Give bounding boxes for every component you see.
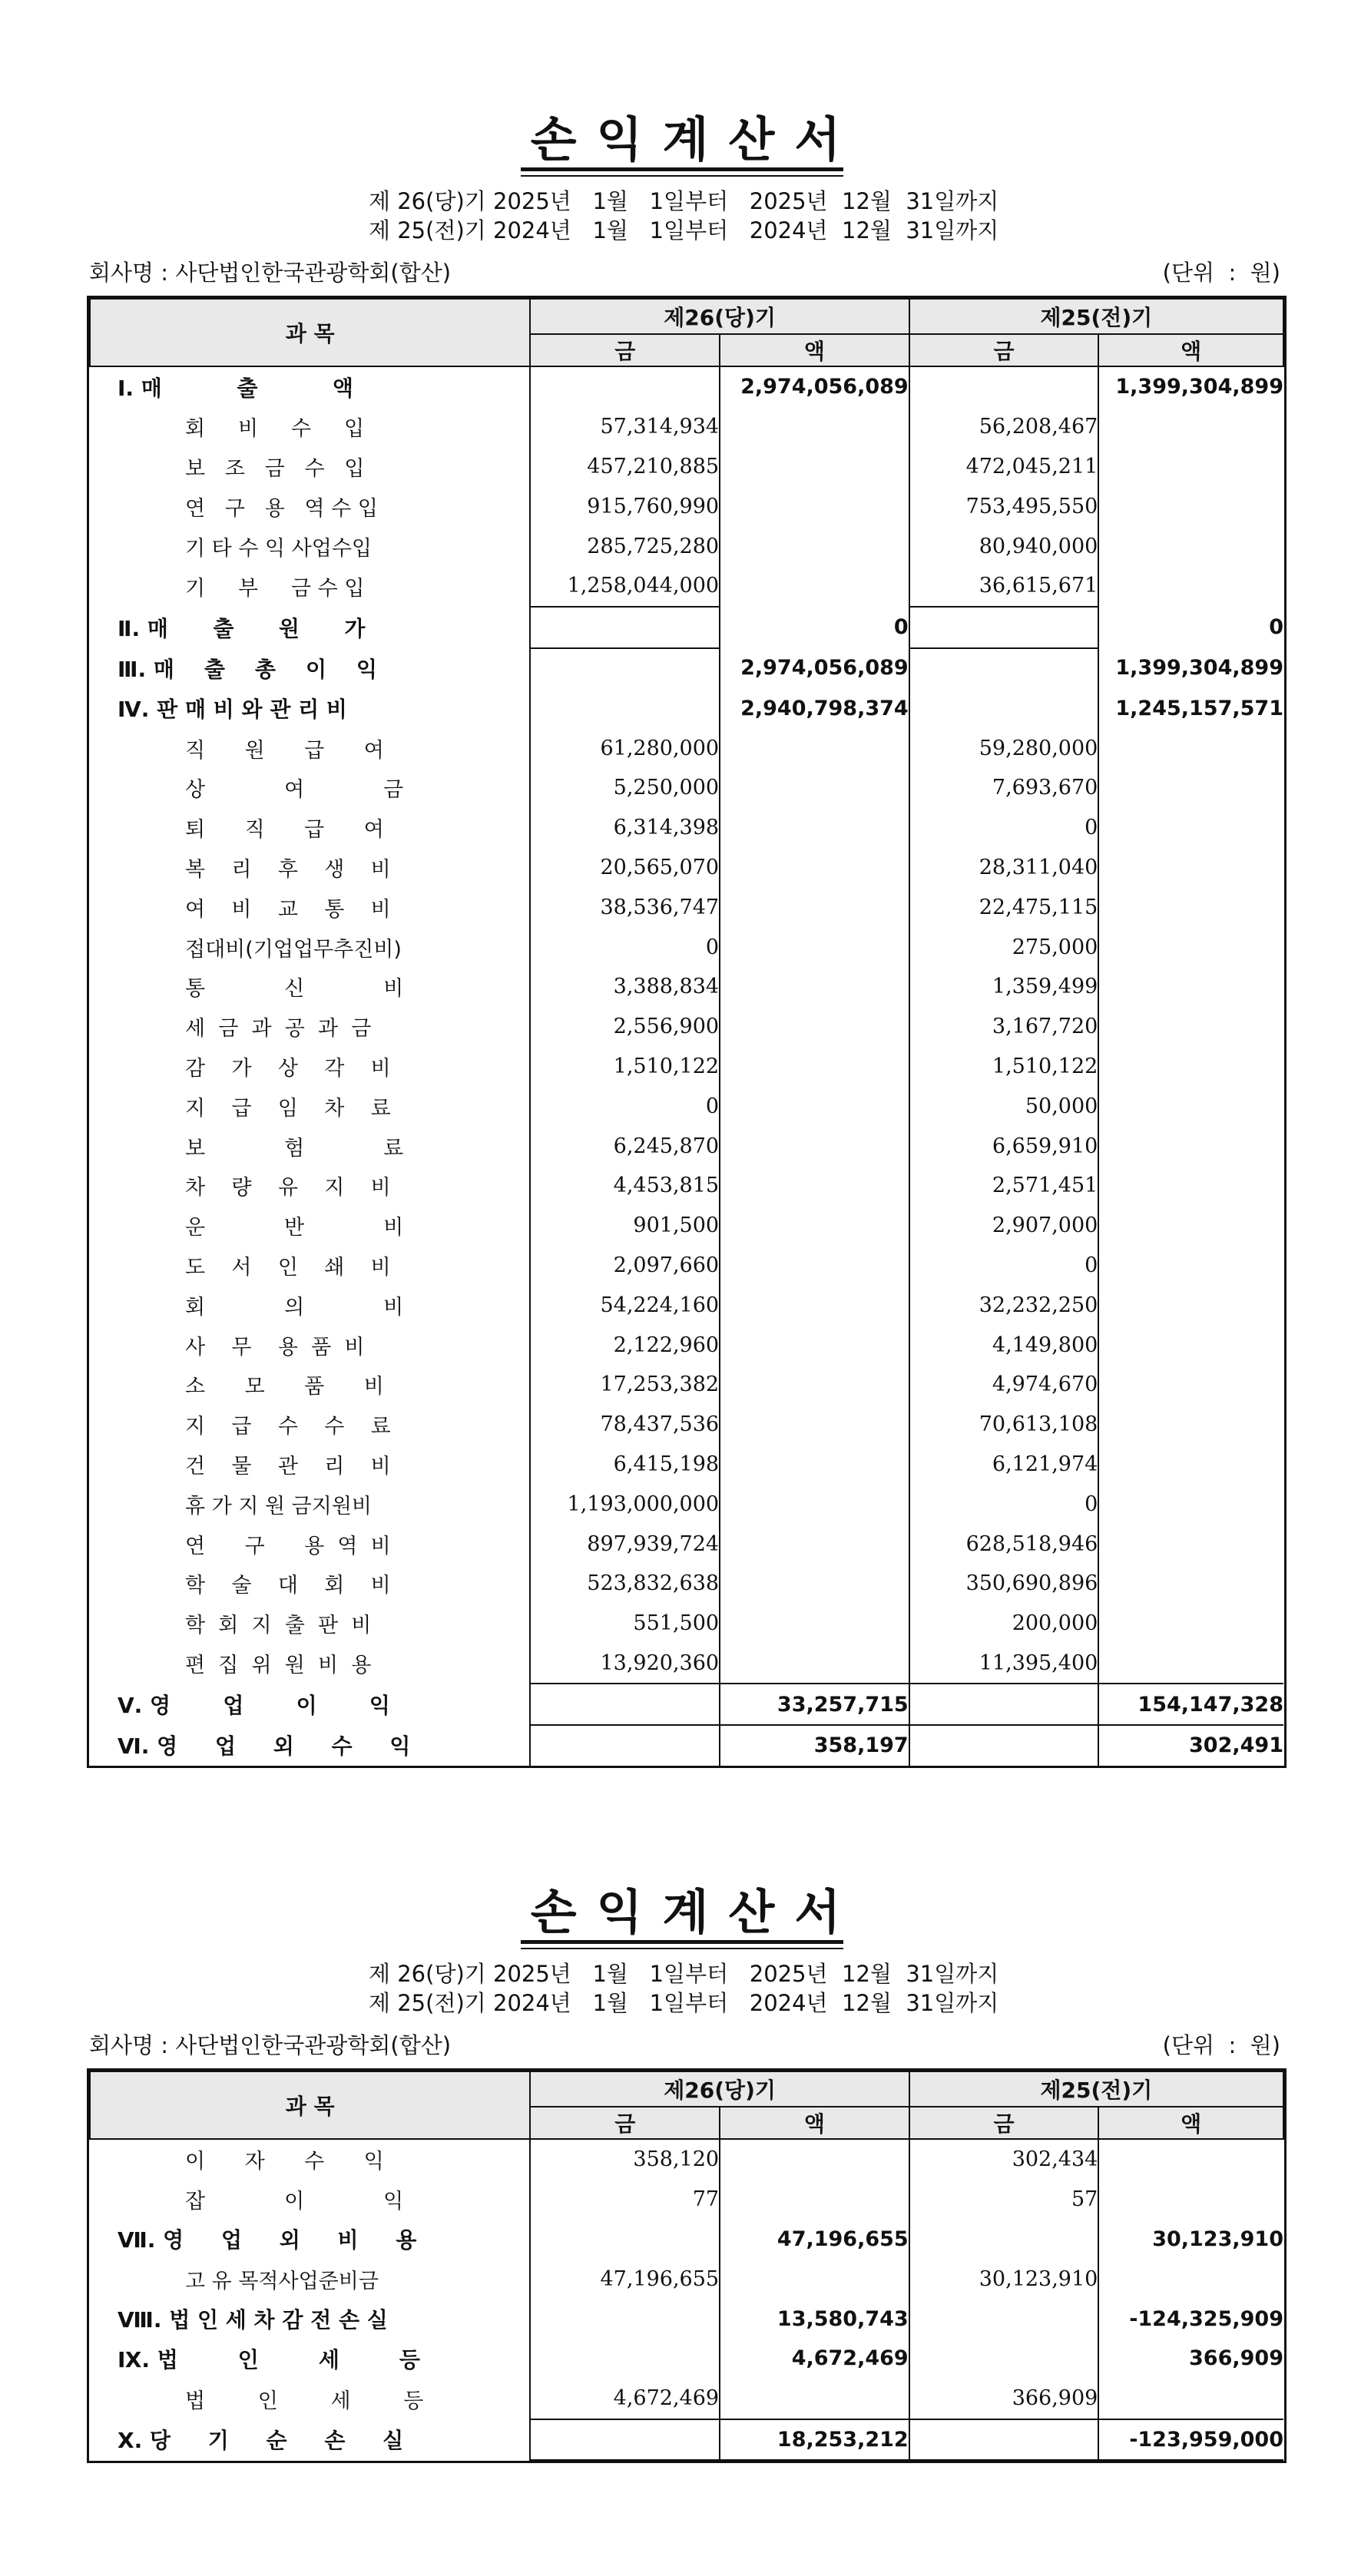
account-label: 도 서 인 쇄 비 bbox=[185, 1255, 391, 1280]
previous-detail-amount: 753,495,550 bbox=[909, 486, 1099, 526]
current-total-amount bbox=[720, 2139, 909, 2180]
account-row bbox=[90, 407, 1283, 447]
current-detail-amount: 47,196,655 bbox=[530, 2259, 720, 2299]
previous-detail-amount: 366,909 bbox=[909, 2379, 1099, 2419]
current-total-amount: 358,197 bbox=[720, 1725, 909, 1766]
account-label: 보 험 료 bbox=[185, 1136, 404, 1161]
previous-detail-amount bbox=[909, 648, 1099, 689]
section-row bbox=[90, 1684, 1283, 1725]
current-detail-amount: 358,120 bbox=[530, 2139, 720, 2180]
previous-total-amount bbox=[1098, 2180, 1283, 2220]
current-detail-amount bbox=[530, 607, 720, 648]
current-detail-amount: 54,224,160 bbox=[530, 1285, 720, 1325]
previous-detail-amount: 628,518,946 bbox=[909, 1524, 1099, 1564]
account-label: 운 반 비 bbox=[185, 1216, 404, 1240]
current-detail-amount bbox=[530, 366, 720, 407]
section-row bbox=[90, 2299, 1283, 2339]
previous-detail-amount: 302,434 bbox=[909, 2139, 1099, 2180]
previous-total-amount bbox=[1098, 1644, 1283, 1684]
current-detail-amount: 2,122,960 bbox=[530, 1325, 720, 1365]
current-total-amount bbox=[720, 1365, 909, 1405]
previous-detail-amount: 2,571,451 bbox=[909, 1166, 1099, 1206]
account-row bbox=[90, 1086, 1283, 1126]
account-row bbox=[90, 1445, 1283, 1485]
current-detail-amount: 3,388,834 bbox=[530, 967, 720, 1007]
previous-detail-amount: 30,123,910 bbox=[909, 2259, 1099, 2299]
current-total-amount bbox=[720, 407, 909, 447]
current-total-amount bbox=[720, 1564, 909, 1604]
account-row bbox=[90, 1604, 1283, 1644]
previous-total-amount bbox=[1098, 1126, 1283, 1166]
current-total-amount bbox=[720, 1047, 909, 1087]
current-total-amount bbox=[720, 2259, 909, 2299]
current-detail-amount: 5,250,000 bbox=[530, 768, 720, 808]
account-label: 소 모 품 비 bbox=[185, 1375, 384, 1399]
section-label: Ⅷ. 법 인 세 차 감 전 손 실 bbox=[118, 2307, 388, 2333]
account-row bbox=[90, 1365, 1283, 1405]
account-label: 기 부 금 수 입 bbox=[185, 576, 365, 601]
account-label: 학 술 대 회 비 bbox=[185, 1574, 391, 1598]
previous-detail-amount: 56,208,467 bbox=[909, 407, 1099, 447]
current-detail-amount bbox=[530, 648, 720, 689]
current-total-amount bbox=[720, 1166, 909, 1206]
account-label: 지 급 수 수 료 bbox=[185, 1415, 391, 1439]
current-detail-amount: 61,280,000 bbox=[530, 728, 720, 768]
previous-detail-amount: 472,045,211 bbox=[909, 447, 1099, 487]
previous-total-amount bbox=[1098, 2259, 1283, 2299]
previous-total-amount: 366,909 bbox=[1098, 2339, 1283, 2379]
previous-detail-amount: 36,615,671 bbox=[909, 566, 1099, 607]
current-total-amount bbox=[720, 728, 909, 768]
previous-total-amount bbox=[1098, 1086, 1283, 1126]
account-label: 지 급 임 차 료 bbox=[185, 1096, 391, 1121]
current-detail-amount bbox=[530, 2299, 720, 2339]
account-label: 기 타 수 익 사업수입 bbox=[185, 536, 372, 561]
previous-detail-amount: 0 bbox=[909, 1484, 1099, 1524]
section-row bbox=[90, 2419, 1283, 2461]
account-row bbox=[90, 1285, 1283, 1325]
current-total-amount: 0 bbox=[720, 607, 909, 648]
previous-detail-amount bbox=[909, 688, 1099, 728]
previous-detail-amount bbox=[909, 366, 1099, 407]
title-underline bbox=[521, 1948, 843, 1949]
previous-detail-amount: 80,940,000 bbox=[909, 526, 1099, 566]
account-row bbox=[90, 526, 1283, 566]
account-label: 휴 가 지 원 금지원비 bbox=[185, 1494, 372, 1518]
account-label: 회 비 수 입 bbox=[185, 417, 365, 442]
header-amount: 액 bbox=[1098, 334, 1283, 366]
current-total-amount: 2,974,056,089 bbox=[720, 366, 909, 407]
current-detail-amount: 2,097,660 bbox=[530, 1246, 720, 1286]
previous-total-amount bbox=[1098, 1604, 1283, 1644]
header-subject: 과 목 bbox=[90, 299, 530, 366]
title-underline bbox=[521, 1940, 843, 1944]
header-amount: 금 bbox=[530, 334, 720, 366]
account-label: 건 물 관 리 비 bbox=[185, 1454, 391, 1478]
section-row bbox=[90, 2339, 1283, 2379]
current-total-amount bbox=[720, 1644, 909, 1684]
current-detail-amount: 78,437,536 bbox=[530, 1405, 720, 1445]
period-previous: 제 25(전)기 2024년 1월 1일부터 2024년 12월 31일까지 bbox=[369, 217, 999, 243]
current-total-amount bbox=[720, 967, 909, 1007]
current-total-amount bbox=[720, 1524, 909, 1564]
statement-title: 손익계산서 bbox=[530, 1884, 861, 1940]
account-label: 이 자 수 익 bbox=[185, 2150, 384, 2174]
account-row bbox=[90, 1405, 1283, 1445]
account-label: 감 가 상 각 비 bbox=[185, 1056, 391, 1081]
account-label: 잡 이 익 bbox=[185, 2190, 404, 2214]
account-label: 통 신 비 bbox=[185, 977, 404, 1002]
account-row bbox=[90, 1524, 1283, 1564]
account-label: 차 량 유 지 비 bbox=[185, 1176, 391, 1200]
previous-total-amount bbox=[1098, 447, 1283, 487]
previous-total-amount bbox=[1098, 848, 1283, 888]
previous-total-amount bbox=[1098, 2139, 1283, 2180]
account-label: 학 회 지 출 판 비 bbox=[185, 1614, 372, 1638]
account-row bbox=[90, 887, 1283, 927]
previous-detail-amount: 1,359,499 bbox=[909, 967, 1099, 1007]
account-label: 직 원 급 여 bbox=[185, 738, 384, 763]
current-detail-amount: 285,725,280 bbox=[530, 526, 720, 566]
period-current: 제 26(당)기 2025년 1월 1일부터 2025년 12월 31일까지 bbox=[369, 188, 999, 214]
account-row bbox=[90, 1564, 1283, 1604]
previous-total-amount bbox=[1098, 1484, 1283, 1524]
period-previous: 제 25(전)기 2024년 1월 1일부터 2024년 12월 31일까지 bbox=[369, 1990, 999, 2016]
current-total-amount bbox=[720, 1325, 909, 1365]
account-label: 연 구 용 역 비 bbox=[185, 1534, 391, 1558]
account-row bbox=[90, 1246, 1283, 1286]
current-detail-amount: 1,258,044,000 bbox=[530, 566, 720, 607]
previous-total-amount bbox=[1098, 1365, 1283, 1405]
previous-detail-amount: 57 bbox=[909, 2180, 1099, 2220]
current-total-amount bbox=[720, 1405, 909, 1445]
table-body bbox=[90, 2139, 1283, 2460]
account-label: 연 구 용 역 수 입 bbox=[185, 496, 378, 521]
current-total-amount bbox=[720, 768, 909, 808]
section-label: Ⅳ. 판 매 비 와 관 리 비 bbox=[118, 697, 347, 723]
account-row bbox=[90, 927, 1283, 967]
account-row bbox=[90, 2379, 1283, 2419]
current-detail-amount: 0 bbox=[530, 927, 720, 967]
header-amount: 금 bbox=[909, 334, 1099, 366]
previous-total-amount bbox=[1098, 927, 1283, 967]
account-row bbox=[90, 1047, 1283, 1087]
current-detail-amount: 457,210,885 bbox=[530, 447, 720, 487]
income-statement-table bbox=[89, 298, 1284, 1766]
previous-detail-amount: 0 bbox=[909, 1246, 1099, 1286]
current-total-amount bbox=[720, 447, 909, 487]
previous-detail-amount: 59,280,000 bbox=[909, 728, 1099, 768]
header-amount: 금 bbox=[909, 2107, 1099, 2139]
current-detail-amount: 20,565,070 bbox=[530, 848, 720, 888]
previous-detail-amount: 275,000 bbox=[909, 927, 1099, 967]
previous-total-amount: -123,959,000 bbox=[1098, 2419, 1283, 2461]
account-row bbox=[90, 1644, 1283, 1684]
previous-detail-amount: 4,149,800 bbox=[909, 1325, 1099, 1365]
current-detail-amount: 897,939,724 bbox=[530, 1524, 720, 1564]
account-row bbox=[90, 808, 1283, 848]
previous-detail-amount: 3,167,720 bbox=[909, 1007, 1099, 1047]
account-label: 고 유 목적사업준비금 bbox=[185, 2269, 379, 2293]
current-total-amount: 2,974,056,089 bbox=[720, 648, 909, 689]
previous-detail-amount: 7,693,670 bbox=[909, 768, 1099, 808]
current-detail-amount: 38,536,747 bbox=[530, 887, 720, 927]
company-name: 회사명 : 사단법인한국관광학회(합산) bbox=[89, 260, 452, 286]
account-row bbox=[90, 2259, 1283, 2299]
previous-detail-amount bbox=[909, 607, 1099, 648]
previous-total-amount: 0 bbox=[1098, 607, 1283, 648]
current-total-amount bbox=[720, 486, 909, 526]
current-total-amount bbox=[720, 1126, 909, 1166]
section-label: Ⅶ. 영 업 외 비 용 bbox=[118, 2227, 417, 2253]
previous-detail-amount: 32,232,250 bbox=[909, 1285, 1099, 1325]
previous-total-amount bbox=[1098, 1206, 1283, 1246]
current-detail-amount: 551,500 bbox=[530, 1604, 720, 1644]
section-row bbox=[90, 1725, 1283, 1766]
previous-detail-amount: 50,000 bbox=[909, 1086, 1099, 1126]
current-total-amount bbox=[720, 1445, 909, 1485]
account-label: 복 리 후 생 비 bbox=[185, 857, 391, 882]
current-total-amount: 33,257,715 bbox=[720, 1684, 909, 1725]
section-label: Ⅱ. 매 출 원 가 bbox=[118, 615, 366, 641]
previous-detail-amount bbox=[909, 2220, 1099, 2260]
current-detail-amount bbox=[530, 1725, 720, 1766]
period-current: 제 26(당)기 2025년 1월 1일부터 2025년 12월 31일까지 bbox=[369, 1961, 999, 1987]
previous-detail-amount: 350,690,896 bbox=[909, 1564, 1099, 1604]
account-row bbox=[90, 1126, 1283, 1166]
current-detail-amount: 4,453,815 bbox=[530, 1166, 720, 1206]
previous-detail-amount: 2,907,000 bbox=[909, 1206, 1099, 1246]
header-amount: 액 bbox=[720, 2107, 909, 2139]
previous-total-amount bbox=[1098, 1325, 1283, 1365]
current-detail-amount: 0 bbox=[530, 1086, 720, 1126]
current-detail-amount: 1,193,000,000 bbox=[530, 1484, 720, 1524]
previous-total-amount bbox=[1098, 407, 1283, 447]
current-total-amount: 2,940,798,374 bbox=[720, 688, 909, 728]
previous-total-amount bbox=[1098, 566, 1283, 607]
previous-total-amount: 1,245,157,571 bbox=[1098, 688, 1283, 728]
title-underline bbox=[521, 167, 843, 171]
previous-detail-amount bbox=[909, 2419, 1099, 2461]
section-row bbox=[90, 2220, 1283, 2260]
account-row bbox=[90, 1484, 1283, 1524]
current-total-amount bbox=[720, 887, 909, 927]
current-total-amount: 18,253,212 bbox=[720, 2419, 909, 2461]
current-detail-amount: 2,556,900 bbox=[530, 1007, 720, 1047]
previous-detail-amount: 22,475,115 bbox=[909, 887, 1099, 927]
unit-label: (단위 : 원) bbox=[1162, 260, 1280, 286]
account-label: 편 집 위 원 비 용 bbox=[185, 1654, 372, 1678]
previous-detail-amount: 70,613,108 bbox=[909, 1405, 1099, 1445]
current-detail-amount: 6,415,198 bbox=[530, 1445, 720, 1485]
account-row bbox=[90, 728, 1283, 768]
company-name: 회사명 : 사단법인한국관광학회(합산) bbox=[89, 2032, 452, 2058]
previous-total-amount bbox=[1098, 1405, 1283, 1445]
previous-total-amount bbox=[1098, 486, 1283, 526]
current-total-amount bbox=[720, 927, 909, 967]
account-row bbox=[90, 1007, 1283, 1047]
account-row bbox=[90, 447, 1283, 487]
header-current-period: 제26(당)기 bbox=[530, 299, 909, 334]
section-row bbox=[90, 366, 1283, 407]
previous-detail-amount: 4,974,670 bbox=[909, 1365, 1099, 1405]
account-row bbox=[90, 1166, 1283, 1206]
current-total-amount bbox=[720, 1007, 909, 1047]
section-label: Ⅹ. 당 기 순 손 실 bbox=[118, 2428, 404, 2454]
previous-detail-amount: 6,659,910 bbox=[909, 1126, 1099, 1166]
current-total-amount bbox=[720, 1484, 909, 1524]
account-row bbox=[90, 1206, 1283, 1246]
header-previous-period: 제25(전)기 bbox=[909, 299, 1283, 334]
previous-detail-amount: 200,000 bbox=[909, 1604, 1099, 1644]
title-underline bbox=[521, 175, 843, 177]
account-label: 퇴 직 급 여 bbox=[185, 818, 384, 843]
section-label: Ⅲ. 매 출 총 이 익 bbox=[118, 656, 378, 682]
current-detail-amount bbox=[530, 2220, 720, 2260]
account-label: 여 비 교 통 비 bbox=[185, 897, 391, 922]
account-row bbox=[90, 486, 1283, 526]
current-detail-amount: 6,314,398 bbox=[530, 808, 720, 848]
previous-total-amount: 1,399,304,899 bbox=[1098, 366, 1283, 407]
previous-total-amount bbox=[1098, 1246, 1283, 1286]
account-label: 상 여 금 bbox=[185, 778, 404, 803]
current-total-amount bbox=[720, 1285, 909, 1325]
account-row bbox=[90, 768, 1283, 808]
account-row bbox=[90, 848, 1283, 888]
account-label: 접대비(기업업무추진비) bbox=[185, 937, 402, 962]
previous-total-amount: 154,147,328 bbox=[1098, 1684, 1283, 1725]
previous-total-amount bbox=[1098, 967, 1283, 1007]
previous-total-amount bbox=[1098, 1445, 1283, 1485]
previous-total-amount bbox=[1098, 808, 1283, 848]
current-detail-amount bbox=[530, 2419, 720, 2461]
account-row bbox=[90, 2139, 1283, 2180]
previous-total-amount: -124,325,909 bbox=[1098, 2299, 1283, 2339]
previous-detail-amount: 0 bbox=[909, 808, 1099, 848]
previous-total-amount: 30,123,910 bbox=[1098, 2220, 1283, 2260]
unit-label: (단위 : 원) bbox=[1162, 2032, 1280, 2058]
section-label: Ⅸ. 법 인 세 등 bbox=[118, 2346, 420, 2372]
account-label: 법 인 세 등 bbox=[185, 2389, 424, 2413]
header-amount: 액 bbox=[720, 334, 909, 366]
header-current-period: 제26(당)기 bbox=[530, 2071, 909, 2107]
account-label: 보 조 금 수 입 bbox=[185, 456, 365, 481]
previous-total-amount bbox=[1098, 728, 1283, 768]
previous-total-amount bbox=[1098, 526, 1283, 566]
table-body bbox=[90, 366, 1283, 1766]
section-label: Ⅵ. 영 업 외 수 익 bbox=[118, 1733, 411, 1760]
current-total-amount bbox=[720, 848, 909, 888]
previous-detail-amount: 28,311,040 bbox=[909, 848, 1099, 888]
account-row bbox=[90, 2180, 1283, 2220]
statement-title: 손익계산서 bbox=[530, 111, 861, 167]
current-total-amount bbox=[720, 808, 909, 848]
current-total-amount bbox=[720, 2379, 909, 2419]
account-row bbox=[90, 566, 1283, 607]
previous-total-amount bbox=[1098, 1564, 1283, 1604]
current-total-amount bbox=[720, 1604, 909, 1644]
previous-total-amount bbox=[1098, 1524, 1283, 1564]
previous-total-amount bbox=[1098, 887, 1283, 927]
current-total-amount bbox=[720, 1086, 909, 1126]
current-detail-amount: 523,832,638 bbox=[530, 1564, 720, 1604]
current-detail-amount: 915,760,990 bbox=[530, 486, 720, 526]
previous-total-amount bbox=[1098, 1166, 1283, 1206]
header-amount: 액 bbox=[1098, 2107, 1283, 2139]
header-previous-period: 제25(전)기 bbox=[909, 2071, 1283, 2107]
current-total-amount: 47,196,655 bbox=[720, 2220, 909, 2260]
current-total-amount bbox=[720, 526, 909, 566]
current-total-amount: 4,672,469 bbox=[720, 2339, 909, 2379]
section-row bbox=[90, 607, 1283, 648]
previous-detail-amount: 11,395,400 bbox=[909, 1644, 1099, 1684]
previous-detail-amount bbox=[909, 2299, 1099, 2339]
previous-detail-amount bbox=[909, 1684, 1099, 1725]
current-total-amount bbox=[720, 1206, 909, 1246]
section-row bbox=[90, 648, 1283, 689]
current-detail-amount: 901,500 bbox=[530, 1206, 720, 1246]
section-label: Ⅴ. 영 업 이 익 bbox=[118, 1693, 390, 1719]
previous-total-amount: 1,399,304,899 bbox=[1098, 648, 1283, 689]
previous-total-amount bbox=[1098, 768, 1283, 808]
section-label: Ⅰ. 매 출 액 bbox=[118, 375, 353, 401]
account-row bbox=[90, 967, 1283, 1007]
account-label: 세 금 과 공 과 금 bbox=[185, 1017, 372, 1041]
section-row bbox=[90, 688, 1283, 728]
current-detail-amount: 4,672,469 bbox=[530, 2379, 720, 2419]
account-row bbox=[90, 1325, 1283, 1365]
account-label: 사 무 용 품 비 bbox=[185, 1335, 365, 1359]
previous-detail-amount: 6,121,974 bbox=[909, 1445, 1099, 1485]
income-statement-table bbox=[89, 2071, 1284, 2461]
current-detail-amount: 77 bbox=[530, 2180, 720, 2220]
header-subject: 과 목 bbox=[90, 2071, 530, 2139]
previous-total-amount bbox=[1098, 1285, 1283, 1325]
previous-detail-amount: 1,510,122 bbox=[909, 1047, 1099, 1087]
previous-total-amount: 302,491 bbox=[1098, 1725, 1283, 1766]
previous-total-amount bbox=[1098, 1007, 1283, 1047]
current-total-amount bbox=[720, 566, 909, 607]
previous-detail-amount bbox=[909, 1725, 1099, 1766]
current-total-amount: 13,580,743 bbox=[720, 2299, 909, 2339]
current-total-amount bbox=[720, 1246, 909, 1286]
current-detail-amount: 57,314,934 bbox=[530, 407, 720, 447]
previous-total-amount bbox=[1098, 2379, 1283, 2419]
current-total-amount bbox=[720, 2180, 909, 2220]
current-detail-amount bbox=[530, 2339, 720, 2379]
current-detail-amount: 1,510,122 bbox=[530, 1047, 720, 1087]
current-detail-amount bbox=[530, 1684, 720, 1725]
current-detail-amount: 13,920,360 bbox=[530, 1644, 720, 1684]
current-detail-amount: 17,253,382 bbox=[530, 1365, 720, 1405]
account-label: 회 의 비 bbox=[185, 1295, 404, 1319]
current-detail-amount bbox=[530, 688, 720, 728]
previous-detail-amount bbox=[909, 2339, 1099, 2379]
previous-total-amount bbox=[1098, 1047, 1283, 1087]
header-amount: 금 bbox=[530, 2107, 720, 2139]
current-detail-amount: 6,245,870 bbox=[530, 1126, 720, 1166]
